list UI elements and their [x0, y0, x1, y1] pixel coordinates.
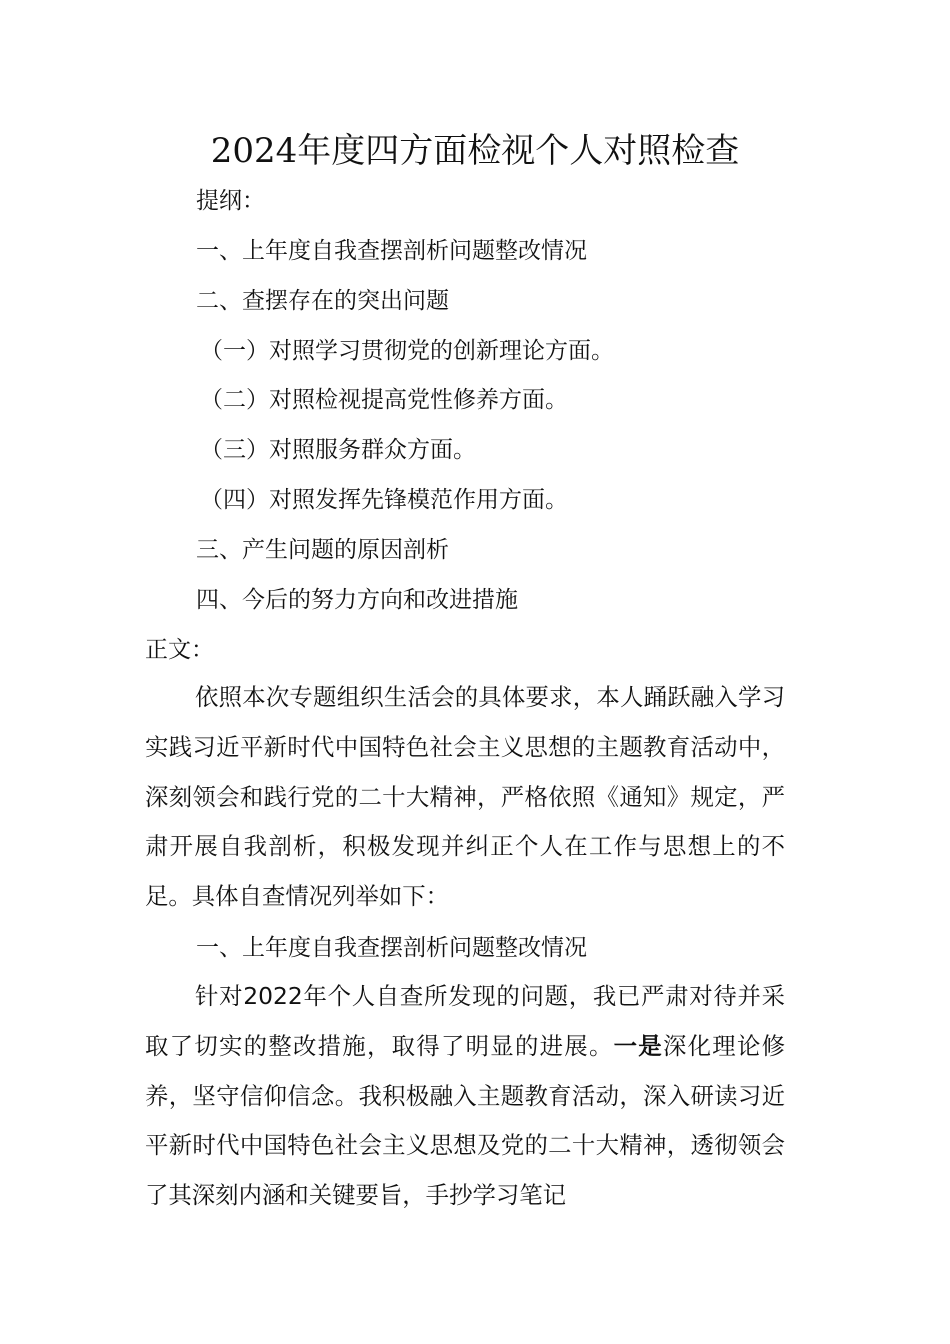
section-1-paragraph — [145, 972, 785, 1221]
section-1-heading: 一、上年度自我查摆剖析问题整改情况 — [196, 935, 587, 961]
body-label: 正文： — [145, 637, 214, 663]
outline-item-4: 四、今后的努力方向和改进措施 — [196, 587, 518, 613]
outline-item-1: 一、上年度自我查摆剖析问题整改情况 — [196, 238, 587, 264]
outline-subitem-1: （一）对照学习贯彻党的创新理论方面。 — [200, 338, 614, 364]
intro-paragraph: 依照本次专题组织生活会的具体要求，本人踊跃融入学习实践习近平新时代中国特色社会主义思想的主题教育活动中，深刻领会和践行党的二十大精神，严格依照《通知》规定，严肃开展自我剖析，积极发现并纠正个人在工作与思想上的不足。具体自查情况列举如下： — [145, 683, 785, 911]
section-1-bold-marker: 一是 — [613, 1031, 663, 1060]
document-title: 2024年度四方面检视个人对照检查 — [210, 131, 740, 171]
section-1-text-start: 针对2022年个人自查所发现的问题，我已严肃对待并采取了切实的整改措施，取得了明显的进展。 — [145, 982, 785, 1060]
outline-subitem-2: （二）对照检视提高党性修养方面。 — [200, 387, 568, 413]
outline-label: 提纲： — [196, 188, 265, 214]
outline-subitem-4: （四）对照发挥先锋模范作用方面。 — [200, 487, 568, 513]
outline-subitem-3: （三）对照服务群众方面。 — [200, 437, 476, 463]
outline-item-3: 三、产生问题的原因剖析 — [196, 537, 449, 563]
outline-item-2: 二、查摆存在的突出问题 — [196, 288, 449, 314]
section-1-text-rest: 深化理论修养，坚守信仰信念。我积极融入主题教育活动，深入研读习近平新时代中国特色社会主义思想及党的二十大精神，透彻领会了其深刻内涵和关键要旨，手抄学习笔记 — [145, 1031, 786, 1210]
